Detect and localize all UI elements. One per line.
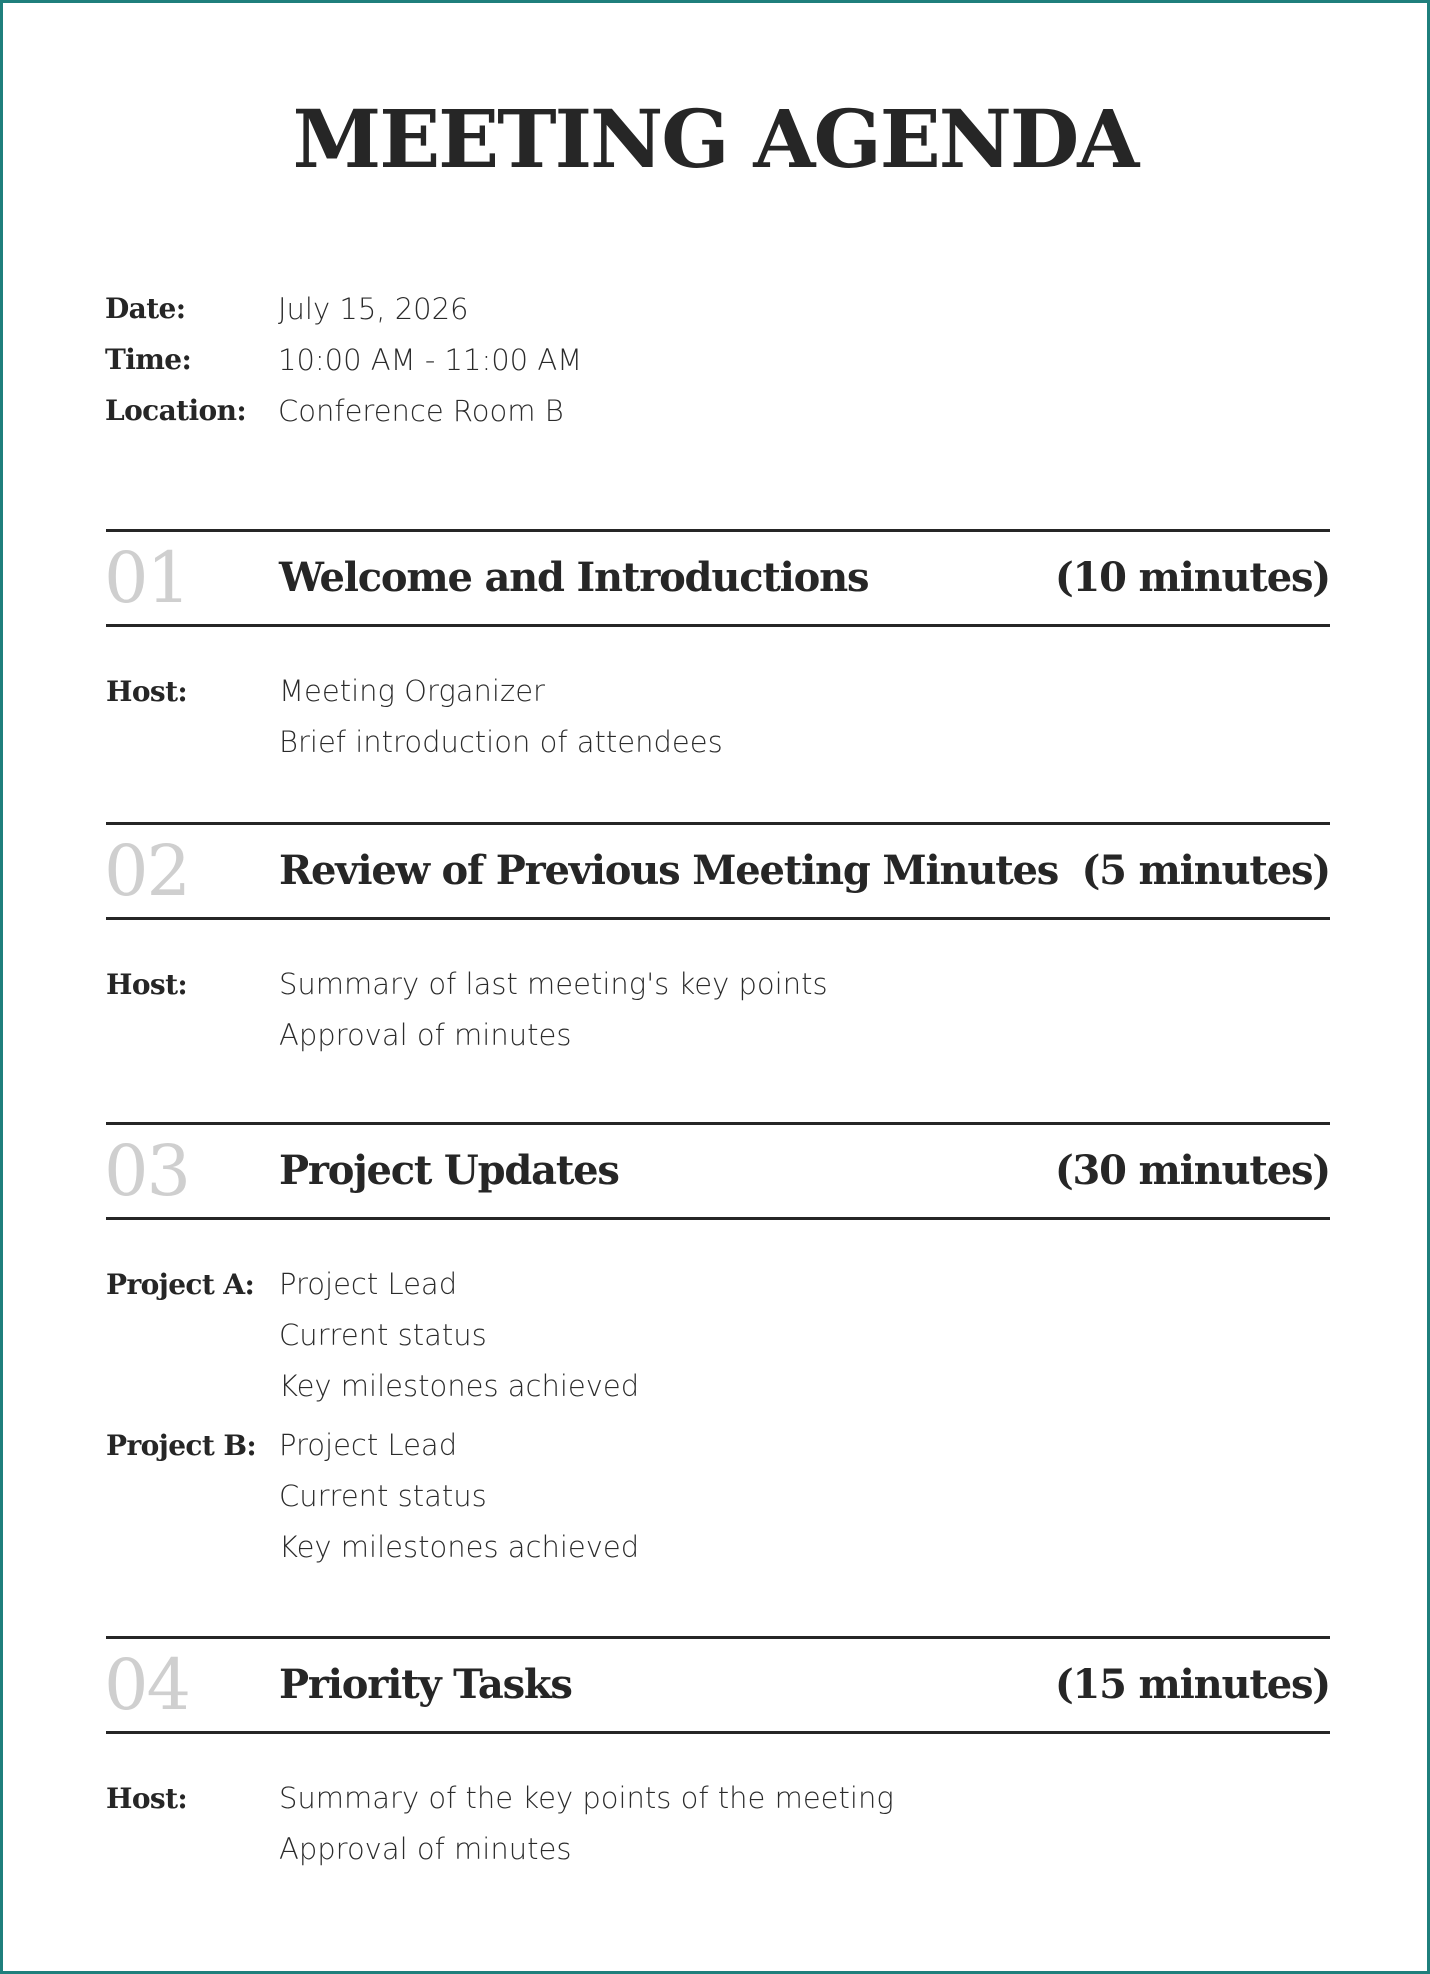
agenda-item-2	[106, 822, 1330, 1061]
host-label: Host:	[106, 968, 188, 1001]
detail-line: Key milestones achieved	[279, 1369, 640, 1403]
date-row	[105, 283, 582, 334]
detail-lines	[279, 1420, 639, 1573]
agenda-item-header	[106, 1122, 1330, 1220]
project-a-label: Project A:	[106, 1268, 255, 1301]
detail-line: Summary of last meeting's key points	[279, 967, 828, 1001]
agenda-item-number: 01	[104, 537, 190, 619]
agenda-item-1	[106, 529, 1330, 768]
agenda-item-title: Welcome and Introductions	[279, 554, 869, 601]
detail-line: Key milestones achieved	[279, 1530, 640, 1564]
detail-line: Approval of minutes	[279, 1832, 572, 1866]
agenda-item-title: Priority Tasks	[279, 1661, 572, 1708]
detail-line: Project Lead	[279, 1267, 458, 1301]
agenda-item-duration: (10 minutes)	[1054, 554, 1330, 601]
detail-lines	[279, 666, 723, 768]
location-label: Location:	[105, 394, 247, 427]
detail-row	[106, 666, 1330, 768]
agenda-item-number: 03	[104, 1130, 190, 1212]
detail-line: Current status	[279, 1479, 487, 1513]
location-value: Conference Room B	[278, 393, 564, 428]
agenda-item-body	[106, 959, 1330, 1061]
agenda-item-number: 04	[104, 1644, 190, 1726]
agenda-item-title: Project Updates	[279, 1147, 619, 1194]
agenda-item-duration: (5 minutes)	[1081, 847, 1330, 894]
detail-lines	[279, 959, 828, 1061]
detail-line: Project Lead	[279, 1428, 458, 1462]
agenda-item-number: 02	[104, 830, 190, 912]
host-label: Host:	[106, 1782, 188, 1815]
agenda-item-header	[106, 1636, 1330, 1734]
page-title: MEETING AGENDA	[292, 92, 1138, 186]
agenda-item-3	[106, 1122, 1330, 1573]
agenda-item-body	[106, 1773, 1330, 1875]
time-label: Time:	[105, 343, 192, 376]
host-label: Host:	[106, 675, 188, 708]
agenda-item-body	[106, 1259, 1330, 1573]
agenda-item-body	[106, 666, 1330, 768]
detail-line: Summary of the key points of the meeting	[279, 1781, 894, 1815]
agenda-item-title: Review of Previous Meeting Minutes	[279, 847, 1059, 894]
detail-line: Current status	[279, 1318, 487, 1352]
detail-row	[106, 959, 1330, 1061]
agenda-item-duration: (30 minutes)	[1054, 1147, 1330, 1194]
detail-row	[106, 1773, 1330, 1875]
detail-line: Approval of minutes	[279, 1018, 572, 1052]
detail-line: Meeting Organizer	[279, 674, 545, 708]
meeting-details	[105, 283, 582, 436]
agenda-item-4	[106, 1636, 1330, 1875]
project-b-label: Project B:	[106, 1429, 257, 1462]
time-row	[105, 334, 582, 385]
detail-lines	[279, 1773, 894, 1875]
date-label: Date:	[105, 292, 186, 325]
detail-lines	[279, 1259, 639, 1412]
agenda-item-header	[106, 529, 1330, 627]
time-value: 10:00 AM - 11:00 AM	[278, 342, 583, 377]
location-row	[105, 385, 582, 436]
agenda-item-duration: (15 minutes)	[1054, 1661, 1330, 1708]
date-value: July 15, 2026	[278, 291, 469, 326]
agenda-item-header	[106, 822, 1330, 920]
detail-line: Brief introduction of attendees	[279, 725, 723, 759]
detail-row	[106, 1259, 1330, 1412]
detail-row	[106, 1420, 1330, 1573]
